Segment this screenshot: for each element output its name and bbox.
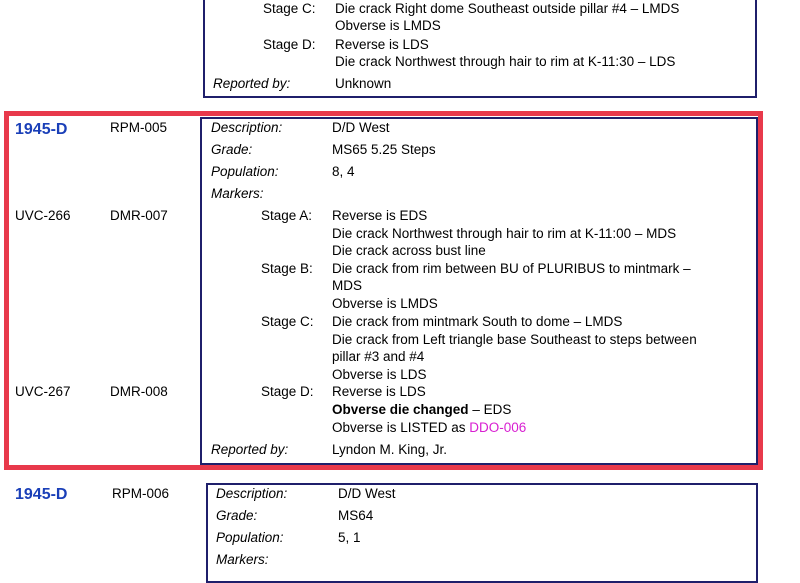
main-year: 1945-D: [15, 121, 68, 138]
main-uvc-266: UVC-266: [15, 208, 71, 223]
main-population-label: Population:: [211, 164, 279, 179]
ddo-006-link[interactable]: DDO-006: [469, 420, 527, 435]
main-dmr-007: DMR-007: [110, 208, 168, 223]
prev-stage-d-line-1: Reverse is LDS: [335, 37, 429, 52]
main-reported-by-label: Reported by:: [211, 442, 289, 457]
next-markers-label: Markers:: [216, 552, 269, 567]
main-stage-c-line-1: Die crack from mintmark South to dome – LMDS: [332, 314, 623, 329]
main-stage-d-line-2: [332, 401, 511, 418]
next-rpm: RPM-006: [112, 486, 170, 501]
prev-reported-by-value: Unknown: [335, 76, 392, 91]
main-stage-c-line-3: pillar #3 and #4: [332, 349, 425, 364]
main-dmr-008: DMR-008: [110, 384, 168, 399]
main-stage-b-label: Stage B:: [261, 261, 313, 276]
next-year: 1945-D: [15, 486, 68, 503]
main-stage-b-line-3: Obverse is LMDS: [332, 296, 438, 311]
next-population-value: 5, 1: [338, 530, 361, 545]
main-stage-c-label: Stage C:: [261, 314, 314, 329]
prev-stage-c-line-2: Obverse is LMDS: [335, 18, 441, 33]
main-stage-d-line-3: [332, 419, 526, 436]
main-rpm: RPM-005: [110, 120, 168, 135]
main-markers-label: Markers:: [211, 186, 264, 201]
main-stage-b-line-1: Die crack from rim between BU of PLURIBUS to mintmark –: [332, 261, 691, 276]
eds-suffix: – EDS: [468, 402, 512, 417]
main-stage-d-label: Stage D:: [261, 384, 314, 399]
obverse-die-changed-text: Obverse die changed: [332, 402, 469, 417]
prev-stage-d-label: Stage D:: [263, 37, 316, 52]
prev-stage-d-line-2: Die crack Northwest through hair to rim at K-11:30 – LDS: [335, 54, 676, 69]
main-stage-a-line-1: Reverse is EDS: [332, 208, 428, 223]
main-stage-b-line-2: MDS: [332, 278, 362, 293]
main-grade-label: Grade:: [211, 142, 253, 157]
main-stage-c-line-4: Obverse is LDS: [332, 367, 427, 382]
next-grade-value: MS64: [338, 508, 374, 523]
main-description-label: Description:: [211, 120, 283, 135]
main-stage-a-line-3: Die crack across bust line: [332, 243, 486, 258]
main-uvc-267: UVC-267: [15, 384, 71, 399]
main-stage-c-line-2: Die crack from Left triangle base Southeast to steps between: [332, 332, 697, 347]
main-description-value: D/D West: [332, 120, 390, 135]
next-entry-box: [206, 483, 758, 583]
main-reported-by-value: Lyndon M. King, Jr.: [332, 442, 448, 457]
next-description-label: Description:: [216, 486, 288, 501]
next-grade-label: Grade:: [216, 508, 258, 523]
main-stage-d-line-1: Reverse is LDS: [332, 384, 426, 399]
prev-stage-c-label: Stage C:: [263, 1, 316, 16]
main-population-value: 8, 4: [332, 164, 355, 179]
main-stage-a-label: Stage A:: [261, 208, 313, 223]
next-population-label: Population:: [216, 530, 284, 545]
prev-stage-c-line-1: Die crack Right dome Southeast outside pillar #4 – LMDS: [335, 1, 680, 16]
prev-reported-by-label: Reported by:: [213, 76, 291, 91]
main-stage-a-line-2: Die crack Northwest through hair to rim at K-11:00 – MDS: [332, 226, 677, 241]
main-grade-value: MS65 5.25 Steps: [332, 142, 436, 157]
listed-as-text: Obverse is LISTED as: [332, 420, 470, 435]
next-description-value: D/D West: [338, 486, 396, 501]
